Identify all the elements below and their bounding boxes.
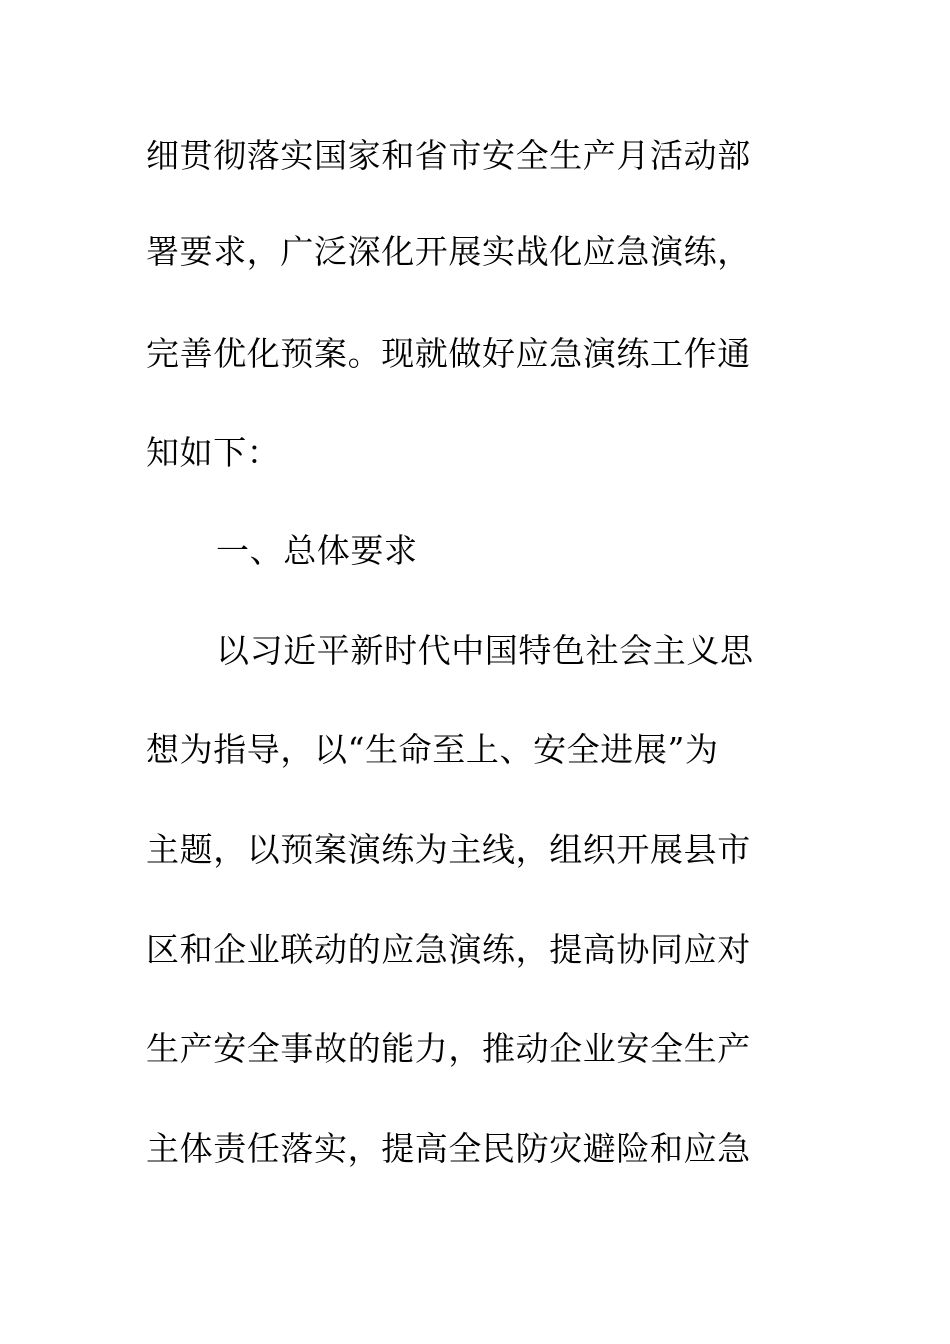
body-text-line: 细贯彻落实国家和省市安全生产月活动部: [146, 136, 751, 175]
body-text-line: 主体责任落实，提高全民防灾避险和应急: [146, 1129, 751, 1168]
body-text-line: 完善优化预案。现就做好应急演练工作通: [146, 334, 751, 373]
body-text-line: 知如下：: [146, 433, 281, 472]
body-text-line: 想为指导，以“生命至上、安全进展”为: [146, 730, 719, 769]
paragraph-first-line: 以习近平新时代中国特色社会主义思: [216, 631, 754, 670]
section-heading: 一、总体要求: [216, 531, 418, 570]
body-text-line: 区和企业联动的应急演练，提高协同应对: [146, 930, 751, 969]
body-text-line: 主题，以预案演练为主线，组织开展县市: [146, 830, 751, 869]
body-text-line: 署要求，广泛深化开展实战化应急演练，: [146, 232, 751, 271]
body-text-line: 生产安全事故的能力，推动企业安全生产: [146, 1029, 751, 1068]
